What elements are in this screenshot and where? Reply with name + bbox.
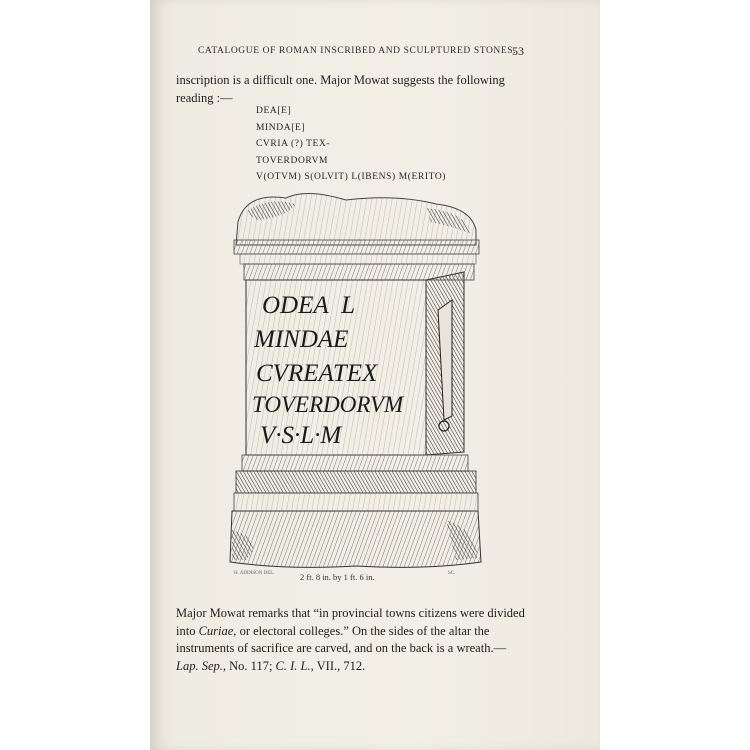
- carved-line: TOVERDORVM: [252, 392, 404, 417]
- engraver-credit-left: H. ADDISON DEL.: [234, 571, 275, 576]
- intro-line-1: inscription is a difficult one. Major Mowat suggests the following: [176, 73, 505, 87]
- reading-line: DEA[E]: [256, 106, 292, 116]
- figure-caption: 2 ft. 8 in. by 1 ft. 6 in.: [300, 572, 375, 582]
- carved-line: V·S·L·M: [260, 422, 342, 449]
- reading-line: V(OTVM) S(OLVIT) L(IBENS) M(ERITO): [256, 172, 447, 182]
- inscription-reading: [256, 103, 446, 186]
- carved-line: MINDAE: [254, 326, 349, 353]
- intro-line-2: reading :—: [176, 90, 233, 105]
- altar-illustration: [226, 190, 486, 585]
- closing-line-1: Major Mowat remarks that “in provincial towns citizens were divided: [176, 606, 525, 620]
- reading-line: MINDA[E]: [256, 122, 306, 133]
- carved-line: ODEA L: [262, 292, 356, 319]
- italic-term: Curiae,: [198, 623, 237, 638]
- carved-line: CVREATEX: [256, 360, 378, 387]
- reference-italic: C. I. L.,: [275, 658, 314, 673]
- reading-line: TOVERDORVM: [256, 155, 329, 166]
- page-number: 53: [512, 44, 524, 58]
- closing-line-3: instruments of sacrifice are carved, and on the back is a wreath.—: [176, 641, 507, 655]
- reading-line: CVRIA (?) TEX-: [256, 139, 331, 149]
- reference-italic: Lap. Sep.,: [176, 658, 226, 673]
- reference-line: Lap. Sep., No. 117; C. I. L., VII., 712.: [176, 658, 366, 673]
- closing-line-2: into Curiae, or electoral colleges.” On the sides of the altar the: [176, 623, 490, 638]
- closing-paragraph: [176, 605, 530, 675]
- engraver-credit-right: SC.: [448, 571, 456, 576]
- altar-engraving: [226, 190, 486, 585]
- intro-paragraph: [176, 72, 530, 107]
- running-head: CATALOGUE OF ROMAN INSCRIBED AND SCULPTURED STONES.: [198, 46, 517, 56]
